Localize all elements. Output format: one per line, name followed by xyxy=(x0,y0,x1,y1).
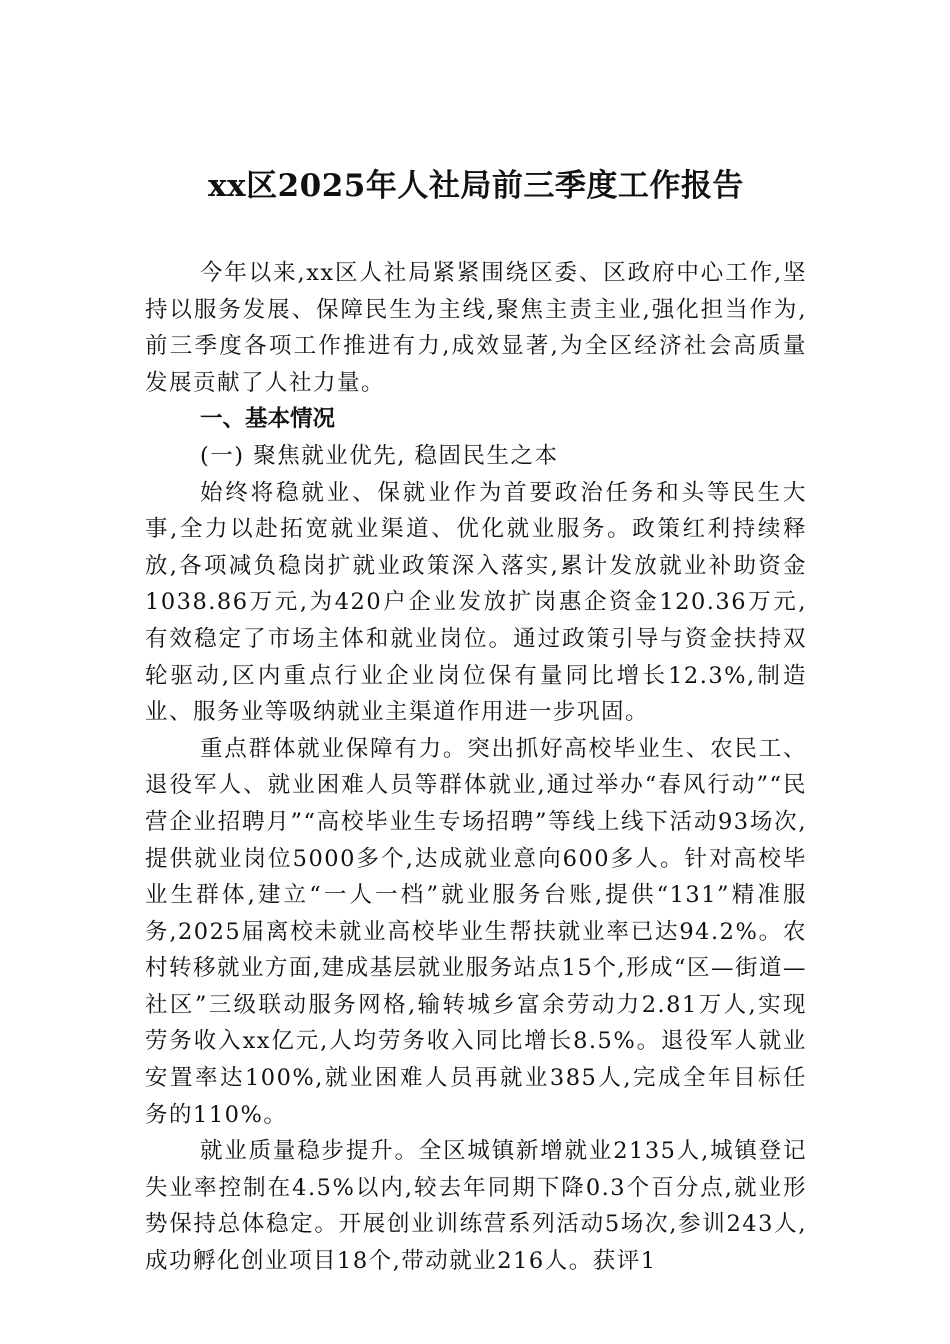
document-title: xx区2025年人社局前三季度工作报告 xyxy=(208,168,744,204)
body-paragraph: 重点群体就业保障有力。突出抓好高校毕业生、农民工、退役军人、就业困难人员等群体就业,通过举办“春风行动”“民营企业招聘月”“高校毕业生专场招聘”等线上线下活动93场次,提供就业岗位5000多个,达成就业意向600多人。针对高校毕业生群体,建立“一人一档”就业服务台账,提供“131”精准服务,2025届离校未就业高校毕业生帮扶就业率已达94.2%。农村转移就业方面,建成基层就业服务站点15个,形成“区—街道—社区”三级联动服务网格,输转城乡富余劳动力2.81万人,实现劳务收入xx亿元,人均劳务收入同比增长8.5%。退役军人就业安置率达100%,就业困难人员再就业385人,完成全年目标任务的110%。 xyxy=(145,735,807,1128)
body-paragraph: 就业质量稳步提升。全区城镇新增就业2135人,城镇登记失业率控制在4.5%以内,较去年同期下降0.3个百分点,就业形势保持总体稳定。开展创业训练营系列活动5场次,参训243人,成功孵化创业项目18个,带动就业216人。获评1 xyxy=(145,1138,807,1275)
subsection-heading-employment: (一) 聚焦就业优先, 稳固民生之本 xyxy=(200,442,559,469)
intro-paragraph: 今年以来,xx区人社局紧紧围绕区委、区政府中心工作,坚持以服务发展、保障民生为主线,聚焦主责主业,强化担当作为,前三季度各项工作推进有力,成效显著,为全区经济社会高质量发展贡献了人社力量。 xyxy=(145,260,807,396)
body-paragraph: 始终将稳就业、保就业作为首要政治任务和头等民生大事,全力以赴拓宽就业渠道、优化就业服务。政策红利持续释放,各项减负稳岗扩就业政策深入落实,累计发放就业补助资金1038.86万元,为420户企业发放扩岗惠企资金120.36万元,有效稳定了市场主体和就业岗位。通过政策引导与资金扶持双轮驱动,区内重点行业企业岗位保有量同比增长12.3%,制造业、服务业等吸纳就业主渠道作用进一步巩固。 xyxy=(145,479,807,726)
section-heading-basic-situation: 一、基本情况 xyxy=(200,406,336,433)
document-body xyxy=(145,255,807,1280)
